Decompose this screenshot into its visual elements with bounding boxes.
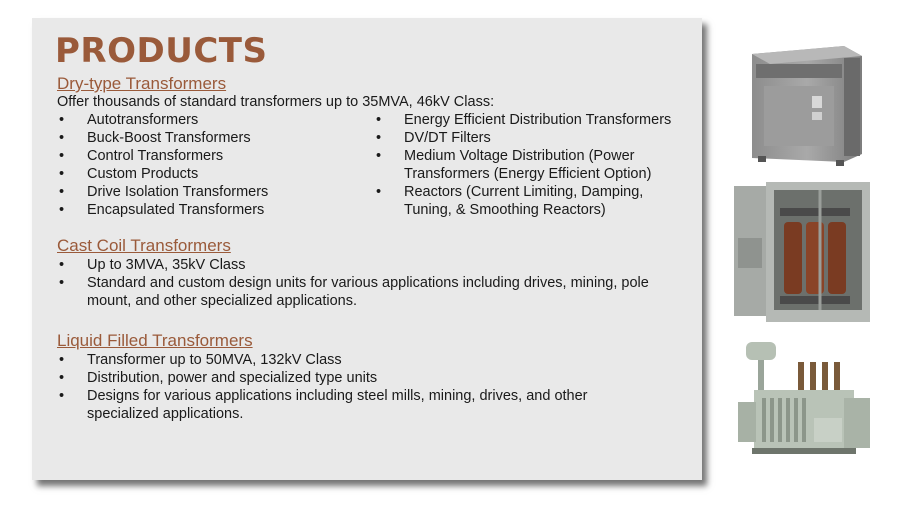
- liquid-filled-transformer-image: [734, 332, 874, 472]
- list-item: • DV/DT Filters: [376, 130, 491, 146]
- cast-coil-list: [57, 256, 687, 310]
- list-item: • Autotransformers: [59, 112, 199, 128]
- page-title: PRODUCTS: [55, 31, 268, 71]
- liquid-filled-list: [57, 351, 617, 423]
- dry-type-right-list: [374, 111, 694, 219]
- dry-type-intro: Offer thousands of standard transformers up to 35MVA, 46kV Class:: [57, 94, 495, 110]
- dry-type-transformer-image: [734, 36, 874, 171]
- list-item: • Standard and custom design units for various applications including drives, mining, pole mount, and other specialized applications.: [59, 275, 649, 309]
- list-item: • Reactors (Current Limiting, Damping, Tuning, & Smoothing Reactors): [376, 184, 644, 218]
- list-item: • Drive Isolation Transformers: [59, 184, 269, 200]
- list-item: • Control Transformers: [59, 148, 224, 164]
- list-item: • Transformer up to 50MVA, 132kV Class: [59, 352, 342, 368]
- list-item: • Encapsulated Transformers: [59, 202, 265, 218]
- liquid-filled-heading: Liquid Filled Transformers: [57, 331, 253, 350]
- dry-type-heading: Dry-type Transformers: [57, 74, 227, 93]
- cast-coil-heading: Cast Coil Transformers: [57, 236, 231, 255]
- list-item: • Designs for various applications including steel mills, mining, drives, and other specialized applications.: [59, 388, 588, 422]
- list-item: • Up to 3MVA, 35kV Class: [59, 257, 246, 273]
- list-item: • Energy Efficient Distribution Transformers: [376, 112, 672, 128]
- list-item: • Custom Products: [59, 166, 199, 182]
- list-item: • Distribution, power and specialized type units: [59, 370, 378, 386]
- list-item: • Buck-Boost Transformers: [59, 130, 251, 146]
- cast-coil-transformer-image: [734, 178, 874, 326]
- list-item: • Medium Voltage Distribution (Power Transformers (Energy Efficient Option): [376, 148, 652, 182]
- dry-type-left-list: [57, 111, 357, 219]
